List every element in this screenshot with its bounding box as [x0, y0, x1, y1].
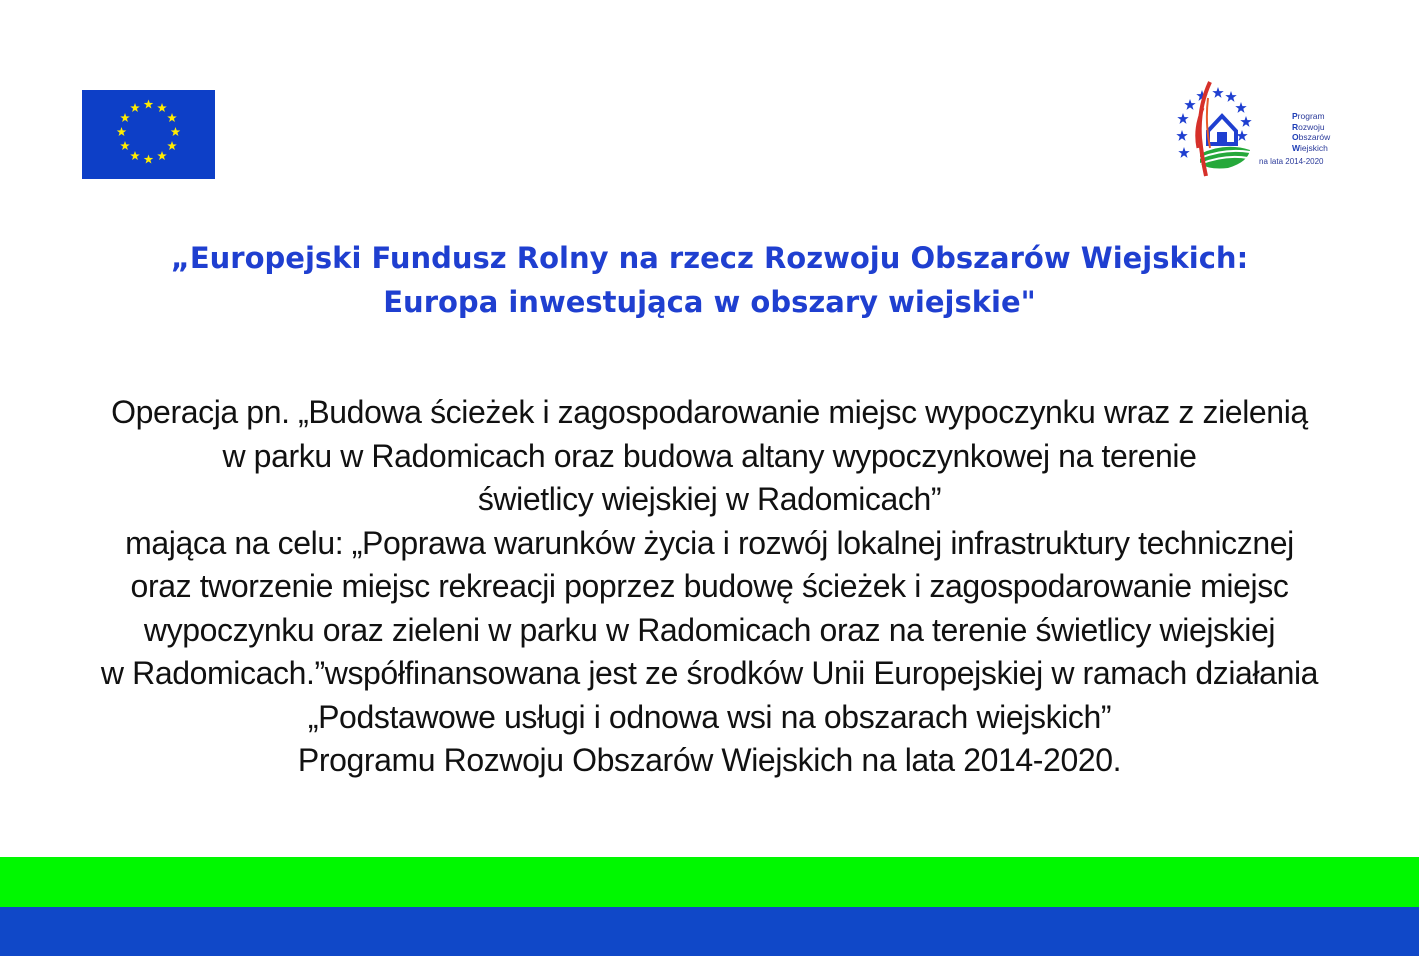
body-line-5: oraz tworzenie miejsc rekreacji poprzez budowę ścieżek i zagospodarowanie miejsc [130, 568, 1289, 604]
prow-line-3 [1292, 132, 1330, 143]
prow-logo [1170, 78, 1340, 178]
operation-description [0, 391, 1419, 783]
green-stripe [0, 857, 1419, 907]
prow-emblem-icon [1170, 78, 1258, 178]
eu-flag-logo [82, 90, 215, 179]
prow-name [1292, 111, 1330, 153]
page-title [0, 236, 1419, 324]
prow-years: na lata 2014-2020 [1259, 157, 1324, 166]
eu-flag-icon [82, 90, 215, 179]
body-line-3: świetlicy wiejskiej w Radomicach” [477, 481, 942, 517]
prow-line-3-text: Obszarów [1292, 132, 1331, 142]
prow-line-2 [1292, 122, 1330, 133]
body-line-2: w parku w Radomicach oraz budowa altany wypoczynkowej na terenie [222, 437, 1197, 474]
prow-line-4 [1292, 143, 1330, 154]
prow-line-1-rest: rogram [1297, 111, 1325, 121]
title-line-1: „Europejski Fundusz Rolny na rzecz Rozwoju Obszarów Wiejskich: [170, 241, 1249, 275]
blue-stripe [0, 907, 1419, 956]
body-line-9: Programu Rozwoju Obszarów Wiejskich na lata 2014-2020. [297, 742, 1122, 778]
body-line-6: wypoczynku oraz zieleni w parku w Radomicach oraz na terenie świetlicy wiejskiej [143, 611, 1276, 648]
title-line-2: Europa inwestująca w obszary wiejskie" [383, 285, 1036, 319]
body-line-1: Operacja pn. „Budowa ścieżek i zagospodarowanie miejsc wypoczynku wraz z zielenią [111, 394, 1308, 430]
body-line-8: „Podstawowe usługi i odnowa wsi na obszarach wiejskich” [307, 698, 1112, 735]
body-line-7: w Radomicach.”współfinansowana jest ze środków Unii Europejskiej w ramach działania [100, 655, 1319, 691]
prow-line-4-text: Wiejskich [1292, 142, 1328, 153]
prow-line-1: Program [1292, 111, 1325, 121]
body-line-4: mająca na celu: „Poprawa warunków życia i rozwój lokalnej infrastruktury technicznej [125, 524, 1294, 561]
prow-line-2-text: Rozwoju [1292, 121, 1325, 132]
